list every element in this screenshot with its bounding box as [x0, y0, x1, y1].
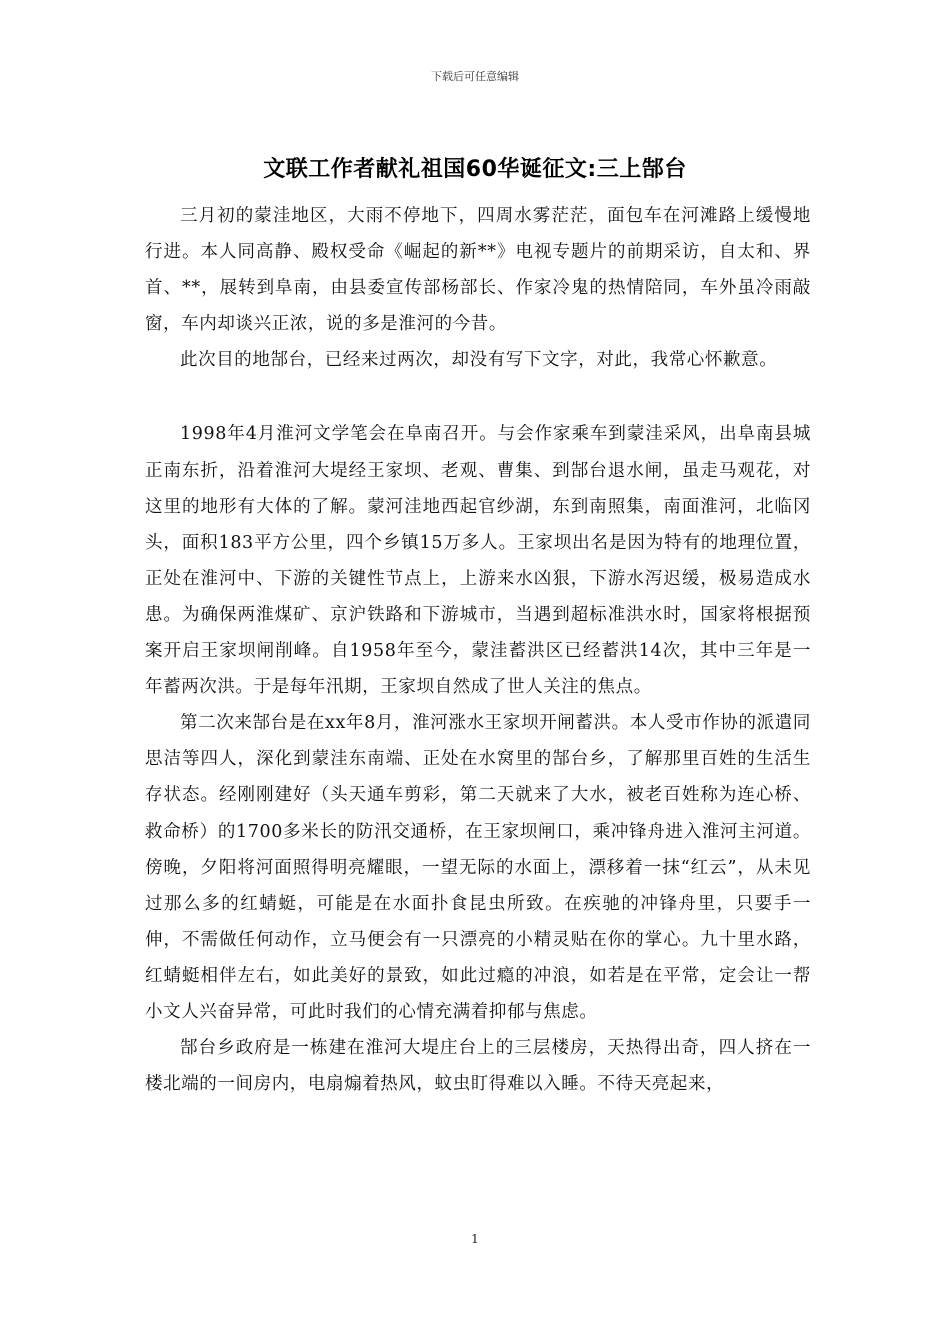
document-body	[145, 198, 811, 1102]
paragraph: 此次目的地郜台，已经来过两次，却没有写下文字，对此，我常心怀歉意。	[180, 350, 778, 371]
header-note: 下载后可任意编辑	[431, 70, 519, 83]
document-title: 文联工作者献礼祖国60华诞征文:三上郜台	[263, 157, 687, 182]
paragraph: 第二次来郜台是在xx年8月，淮河涨水王家坝开闸蓄洪。本人受市作协的派遣同思洁等四人，深化到蒙洼东南端、正处在水窝里的郜台乡，了解那里百姓的生活生存状态。经刚刚建好（头天通车剪彩，第二天就来了大水，被老百姓称为连心桥、救命桥）的1700多米长的防汛交通桥，在王家坝闸口，乘冲锋舟进入淮河主河道。傍晚，夕阳将河面照得明亮耀眼，一望无际的水面上，漂移着一抹“红云”，从未见过那么多的红蜻蜓，可能是在水面扑食昆虫所致。在疾驰的冲锋舟里，只要手一伸，不需做任何动作，立马便会有一只漂亮的小精灵贴在你的掌心。九十里水路，红蜻蜓相伴左右，如此美好的景致，如此过瘾的冲浪，如若是在平常，定会让一帮小文人兴奋异常，可此时我们的心情充满着抑郁与焦虑。	[145, 713, 811, 1022]
paragraph: 三月初的蒙洼地区，大雨不停地下，四周水雾茫茫，面包车在河滩路上缓慢地行进。本人同高静、殿权受命《崛起的新**》电视专题片的前期采访，自太和、界首、**，展转到阜南，由县委宣传部杨部长、作家冷鬼的热情陪同，车外虽冷雨敲窗，车内却谈兴正浓，说的多是淮河的今昔。	[145, 206, 811, 335]
paragraph: 郜台乡政府是一栋建在淮河大堤庄台上的三层楼房，天热得出奇，四人挤在一楼北端的一间房内，电扇煽着热风，蚊虫盯得难以入睡。不待天亮起来，	[145, 1038, 811, 1095]
paragraph: 1998年4月淮河文学笔会在阜南召开。与会作家乘车到蒙洼采风，出阜南县城正南东折，沿着淮河大堤经王家坝、老观、曹集、到郜台退水闸，虽走马观花，对这里的地形有大体的了解。蒙河洼地西起官纱湖，东到南照集，南面淮河，北临冈头，面积183平方公里，四个乡镇15万多人。王家坝出名是因为特有的地理位置，正处在淮河中、下游的关键性节点上，上游来水凶狠，下游水泻迟缓，极易造成水患。为确保两淮煤矿、京沪铁路和下游城市，当遇到超标准洪水时，国家将根据预案开启王家坝闸削峰。自1958年至今，蒙洼蓄洪区已经蓄洪14次，其中三年是一年蓄两次洪。于是每年汛期，王家坝自然成了世人关注的焦点。	[145, 424, 811, 698]
page-number: 1	[471, 1232, 479, 1246]
